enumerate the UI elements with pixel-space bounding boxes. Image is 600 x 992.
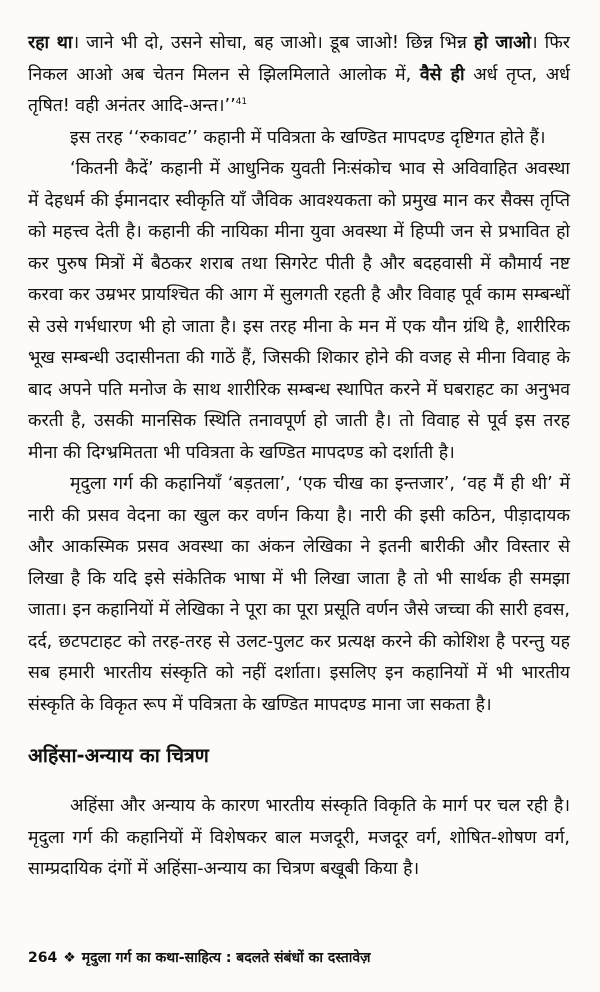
page-number: 264 xyxy=(28,950,58,966)
bold-run: हो जाओ xyxy=(473,33,531,53)
body-paragraph: मृदुला गर्ग की कहानियाँ ‘बड़तला’, ‘एक चीख का इन्तजार’, ‘वह मैं ही थी’ में नारी की प्रसव वेदना का खुल कर वर्णन किया है। नारी की इसी कठिन, पीड़ादायक और आकस्मिक प्रसव अवस्था का अंकन लेखिका ने इतनी बारीकी और विस्तार से लिखा है कि यदि इसे संकेतिक भाषा में भी लिखा जाता है तो भी सार्थक ही समझा जाता। इन कहानियों में लेखिका ने पूरा का पूरा प्रसूति वर्णन जैसे जच्चा की सारी हवस, दर्द, छटपटाहट को तरह-तरह से उलट-पुलट कर प्रत्यक्ष करने की कोशिश है परन्तु यह सब हमारी भारतीय संस्कृति को नहीं दर्शाता। इसलिए इन कहानियों में भी भारतीय संस्कृति के विकृत रूप में पवित्रता के खण्डित मापदण्ड माना जा सकता है। xyxy=(28,474,570,715)
running-title: मृदुला गर्ग का कथा-साहित्य : बदलते संबंधों का दस्तावेज़ xyxy=(81,950,371,966)
body-paragraph: ‘कितनी कैदें’ कहानी में आधुनिक युवती निःसंकोच भाव से अविवाहित अवस्था में देहधर्म की ईमानदार स्वीकृति याँ जैविक आवश्यकता को प्रमुख मान कर सैक्स तृप्ति को महत्त्व देती है। कहानी की नायिका मीना युवा अवस्था में हिप्पी जन से प्रभावित हो कर पुरुष मित्रों में बैठकर शराब तथा सिगरेट पीती है और बदहवासी में कौमार्य नष्ट करवा कर उम्रभर प्रायश्चित की आग में सुलगती रहती है और विवाह पूर्व काम सम्बन्धों से उसे गर्भधारण भी हो जाता है। इस तरह मीना के मन में एक यौन ग्रंथि है, शारीरिक भूख सम्बन्धी उदासीनता की गाठें हैं, जिसकी शिकार होने की वजह से मीना विवाह के बाद अपने पति मनोज के साथ शारीरिक सम्बन्ध स्थापित करने में घबराहट का अनुभव करती है, उसकी मानसिक स्थिति तनावपूर्ण हो जाती है। तो विवाह से पूर्व इस तरह मीना की दिग्भ्रमितता भी पवित्रता के खण्डित मापदण्ड को दर्शाती है। xyxy=(28,159,570,463)
body-paragraph: इस तरह ‘‘रुकावट’’ कहानी में पवित्रता के खण्डित मापदण्ड दृष्टिगत होते हैं। xyxy=(70,127,546,148)
bold-run: रहा था xyxy=(28,33,73,53)
footnote-marker: 41 xyxy=(235,97,248,108)
section-heading: अहिंसा-अन्याय का चित्रण xyxy=(28,744,209,767)
page-footer xyxy=(28,948,371,968)
text-run: अर्ध तृप्त, अर्ध तृषित! वही अनंतर आदि-अन्त।’’ xyxy=(28,64,571,116)
quote-continuation-paragraph xyxy=(28,28,570,123)
text-run: । फिर निकल आओ अब चेतन मिलन से झिलमिलाते आलोक में, xyxy=(28,33,570,85)
ornament-separator: ❖ xyxy=(63,950,76,966)
bold-run: वैसे ही xyxy=(419,64,465,85)
text-run: । जाने भी दो, उसने सोचा, बह जाओ। डूब जाओ! छिन्न भिन्न xyxy=(72,33,474,53)
body-paragraph: अहिंसा और अन्याय के कारण भारतीय संस्कृति विकृति के मार्ग पर चल रही है। मृदुला गर्ग की कहानियों में विशेषकर बाल मजदूरी, मजदूर वर्ग, शोषित-शोषण वर्ग, साम्प्रदायिक दंगों में अहिंसा-अन्याय का चित्रण बखूबी किया है। xyxy=(28,796,570,879)
